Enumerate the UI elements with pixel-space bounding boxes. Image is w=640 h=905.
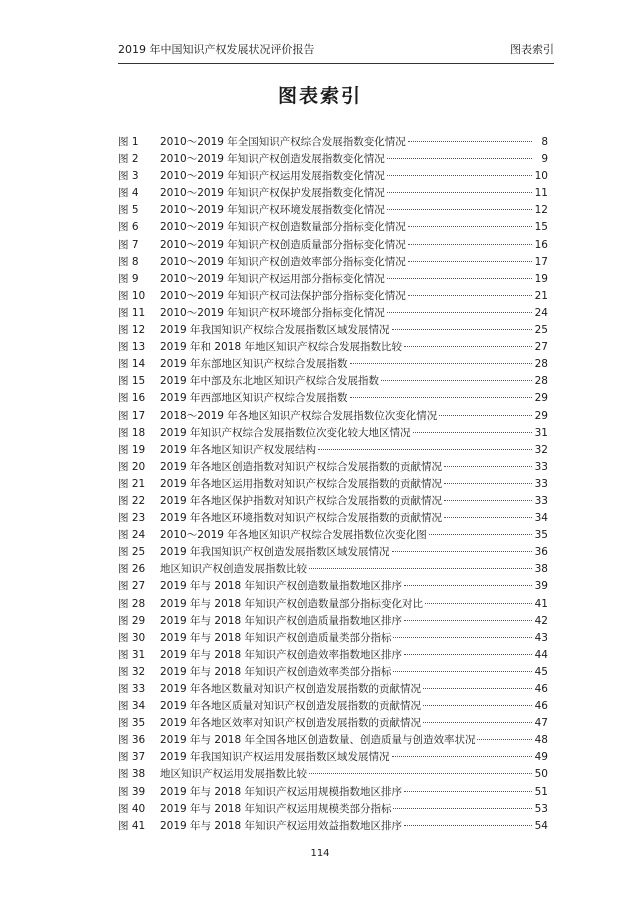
dot-leader (439, 415, 532, 416)
figure-page-number: 38 (534, 563, 548, 576)
figure-caption: 2010～2019 年知识产权司法保护部分指标变化情况 (160, 289, 406, 302)
figure-caption: 地区知识产权创造发展指数比较 (160, 563, 307, 576)
dot-leader (404, 791, 532, 792)
toc-entry[interactable] (118, 356, 548, 373)
figure-caption: 2019 年与 2018 年全国各地区创造数量、创造质量与创造效率状况 (160, 734, 476, 747)
toc-entry[interactable] (118, 647, 548, 664)
figure-page-number: 36 (534, 546, 548, 559)
toc-entry[interactable] (118, 442, 548, 459)
figure-number: 图 2 (118, 153, 139, 166)
figure-number: 图 16 (118, 392, 146, 405)
toc-entry[interactable] (118, 510, 548, 527)
dot-leader (404, 825, 532, 826)
figure-caption: 2010～2019 年知识产权创造数量部分指标变化情况 (160, 221, 406, 234)
figure-number: 图 25 (118, 546, 146, 559)
toc-entry[interactable] (118, 749, 548, 766)
dot-leader (408, 226, 532, 227)
figure-caption: 2019 年和 2018 年地区知识产权综合发展指数比较 (160, 341, 402, 354)
figure-caption: 2019 年与 2018 年知识产权运用效益指数地区排序 (160, 819, 402, 832)
figure-caption: 2019 年各地区效率对知识产权创造发展指数的贡献情况 (160, 717, 422, 730)
running-header (118, 40, 554, 60)
figure-caption: 2019 年与 2018 年知识产权运用规模指数地区排序 (160, 785, 402, 798)
figure-caption: 2019 年各地区数量对知识产权创造发展指数的贡献情况 (160, 683, 422, 695)
toc-entry[interactable] (118, 408, 548, 425)
figure-caption: 2010～2019 年知识产权创造效率部分指标变化情况 (160, 255, 406, 268)
dot-leader (404, 654, 532, 655)
figure-caption: 2019 年与 2018 年知识产权创造质量类部分指标 (160, 631, 392, 644)
toc-entry[interactable] (118, 801, 548, 818)
figure-page-number: 15 (534, 221, 548, 234)
figure-caption: 2019 年我国知识产权运用发展指数区域发展情况 (160, 751, 390, 764)
header-divider (118, 63, 554, 64)
figure-number: 图 41 (118, 819, 146, 832)
toc-entry[interactable] (118, 373, 548, 390)
figure-number: 图 37 (118, 751, 146, 764)
dot-leader (350, 397, 532, 398)
figure-page-number: 8 (541, 136, 548, 148)
figure-caption: 2018～2019 年各地区知识产权综合发展指数位次变化情况 (160, 409, 438, 422)
toc-entry[interactable] (118, 630, 548, 647)
figure-caption: 2010～2019 年知识产权运用发展指数变化情况 (160, 170, 385, 183)
toc-entry[interactable] (118, 766, 548, 783)
figure-page-number: 11 (534, 187, 548, 200)
figure-number: 图 22 (118, 494, 146, 507)
page-number: 114 (310, 848, 330, 859)
figure-page-number: 10 (534, 170, 548, 183)
figure-page-number: 33 (534, 477, 548, 490)
figure-number: 图 6 (118, 221, 139, 234)
figure-number: 图 18 (118, 426, 146, 439)
dot-leader (423, 722, 532, 723)
toc-entry[interactable] (118, 784, 548, 801)
figure-page-number: 46 (534, 700, 548, 713)
figure-number: 图 17 (118, 409, 146, 422)
figure-caption: 2010～2019 年各地区知识产权综合发展指数位次变化图 (160, 529, 427, 542)
dot-leader (309, 773, 532, 774)
dot-leader (404, 585, 532, 586)
figure-caption: 2019 年中部及东北地区知识产权综合发展指数 (160, 375, 380, 388)
dot-leader (387, 278, 532, 279)
figure-caption: 2019 年与 2018 年知识产权运用规模类部分指标 (160, 802, 392, 815)
figure-caption: 2019 年与 2018 年知识产权创造质量指数地区排序 (160, 614, 402, 627)
figure-number: 图 32 (118, 665, 146, 678)
toc-entry[interactable] (118, 322, 548, 339)
dot-leader (408, 295, 532, 296)
figure-page-number: 27 (534, 341, 548, 354)
figure-number: 图 28 (118, 597, 146, 610)
dot-leader (387, 175, 532, 176)
figure-number: 图 40 (118, 802, 146, 815)
figure-caption: 2010～2019 年知识产权运用部分指标变化情况 (160, 272, 385, 285)
toc-entry[interactable] (118, 818, 548, 835)
figure-caption: 2019 年各地区环境指数对知识产权综合发展指数的贡献情况 (160, 512, 443, 525)
dot-leader (425, 603, 532, 604)
figure-caption: 2019 年东部地区知识产权综合发展指数 (160, 358, 348, 371)
dot-leader (309, 568, 532, 569)
figure-caption: 2019 年与 2018 年知识产权创造效率类部分指标 (160, 665, 392, 678)
figure-caption: 2019 年与 2018 年知识产权创造数量指数地区排序 (160, 580, 402, 593)
figure-page-number: 9 (541, 153, 548, 166)
dot-leader (429, 534, 532, 535)
figure-caption: 2019 年各地区知识产权发展结构 (160, 443, 317, 456)
figure-page-number: 28 (534, 358, 548, 371)
figure-page-number: 42 (534, 614, 548, 627)
toc-entry[interactable] (118, 578, 548, 595)
toc-entry[interactable] (118, 134, 548, 151)
figure-page-number: 51 (534, 785, 548, 798)
toc-entry[interactable] (118, 237, 548, 254)
figure-page-number: 32 (534, 443, 548, 456)
figure-number: 图 36 (118, 734, 146, 747)
figure-page-number: 49 (534, 751, 548, 764)
toc-entry[interactable] (118, 202, 548, 219)
toc-entry[interactable] (118, 288, 548, 305)
figure-number: 图 5 (118, 204, 139, 217)
figure-page-number: 21 (534, 289, 548, 302)
figure-number: 图 9 (118, 272, 139, 285)
figure-page-number: 29 (534, 392, 548, 405)
dot-leader (392, 551, 532, 552)
figure-number: 图 14 (118, 358, 146, 371)
dot-leader (393, 671, 532, 672)
figure-number: 图 10 (118, 289, 146, 302)
figure-number: 图 30 (118, 631, 146, 644)
figure-page-number: 25 (534, 324, 548, 337)
figure-number: 图 20 (118, 460, 146, 473)
figure-number: 图 1 (118, 136, 139, 148)
toc-entry[interactable] (118, 219, 548, 236)
figure-caption: 2010～2019 年知识产权创造发展指数变化情况 (160, 153, 385, 166)
dot-leader (444, 466, 532, 467)
figure-caption: 2010～2019 年全国知识产权综合发展指数变化情况 (160, 136, 406, 148)
figure-caption: 2019 年各地区质量对知识产权创造发展指数的贡献情况 (160, 700, 422, 713)
figure-page-number: 17 (534, 255, 548, 268)
figure-number: 图 27 (118, 580, 146, 593)
figure-page-number: 53 (534, 802, 548, 815)
toc-entry[interactable] (118, 254, 548, 271)
dot-leader (318, 449, 532, 450)
dot-leader (444, 517, 532, 518)
toc-entry[interactable] (118, 185, 548, 202)
figure-caption: 2010～2019 年知识产权环境发展指数变化情况 (160, 204, 385, 217)
toc-entry[interactable] (118, 151, 548, 168)
figure-page-number: 28 (534, 375, 548, 388)
figure-caption: 地区知识产权运用发展指数比较 (160, 768, 307, 781)
dot-leader (423, 705, 532, 706)
figure-page-number: 33 (534, 494, 548, 507)
figure-index-list (118, 134, 548, 835)
header-report-title: 2019 年中国知识产权发展状况评价报告 (118, 43, 315, 56)
figure-caption: 2019 年我国知识产权创造发展指数区域发展情况 (160, 546, 390, 559)
dot-leader (387, 158, 532, 159)
figure-number: 图 34 (118, 700, 146, 713)
dot-leader (393, 808, 532, 809)
figure-page-number: 41 (534, 597, 548, 610)
figure-number: 图 39 (118, 785, 146, 798)
dot-leader (404, 620, 532, 621)
dot-leader (387, 192, 532, 193)
toc-entry[interactable] (118, 698, 548, 715)
dot-leader (408, 244, 532, 245)
figure-page-number: 50 (534, 768, 548, 781)
toc-entry[interactable] (118, 459, 548, 476)
dot-leader (444, 483, 532, 484)
dot-leader (477, 739, 532, 740)
toc-entry[interactable] (118, 493, 548, 510)
toc-entry[interactable] (118, 664, 548, 681)
figure-number: 图 19 (118, 443, 146, 456)
figure-caption: 2019 年与 2018 年知识产权创造数量部分指标变化对比 (160, 597, 423, 610)
toc-entry[interactable] (118, 544, 548, 561)
figure-caption: 2019 年知识产权综合发展指数位次变化较大地区情况 (160, 426, 411, 439)
toc-entry[interactable] (118, 476, 548, 493)
figure-page-number: 24 (534, 306, 548, 319)
figure-number: 图 4 (118, 187, 139, 200)
figure-number: 图 24 (118, 529, 146, 542)
toc-entry[interactable] (118, 271, 548, 288)
dot-leader (408, 141, 532, 142)
dot-leader (387, 209, 532, 210)
toc-entry[interactable] (118, 168, 548, 185)
toc-entry[interactable] (118, 305, 548, 322)
figure-number: 图 7 (118, 238, 139, 251)
figure-number: 图 8 (118, 255, 139, 268)
figure-page-number: 12 (534, 204, 548, 217)
toc-entry[interactable] (118, 390, 548, 407)
figure-page-number: 35 (534, 529, 548, 542)
dot-leader (408, 261, 532, 262)
figure-page-number: 34 (534, 512, 548, 525)
toc-entry[interactable] (118, 561, 548, 578)
figure-number: 图 26 (118, 563, 146, 576)
figure-number: 图 11 (118, 306, 146, 319)
dot-leader (392, 329, 532, 330)
figure-number: 图 23 (118, 512, 146, 525)
dot-leader (392, 756, 532, 757)
figure-caption: 2010～2019 年知识产权创造质量部分指标变化情况 (160, 238, 406, 251)
figure-number: 图 15 (118, 375, 146, 388)
figure-caption: 2010～2019 年知识产权环境部分指标变化情况 (160, 306, 385, 319)
figure-page-number: 46 (534, 683, 548, 695)
toc-entry[interactable] (118, 732, 548, 749)
figure-number: 图 38 (118, 768, 146, 781)
figure-number: 图 21 (118, 477, 146, 490)
figure-number: 图 12 (118, 324, 146, 337)
figure-page-number: 29 (534, 409, 548, 422)
figure-page-number: 47 (534, 717, 548, 730)
toc-entry[interactable] (118, 339, 548, 356)
figure-number: 图 3 (118, 170, 139, 183)
figure-caption: 2019 年各地区运用指数对知识产权综合发展指数的贡献情况 (160, 477, 443, 490)
figure-number: 图 31 (118, 648, 146, 661)
figure-page-number: 54 (534, 819, 548, 832)
figure-page-number: 48 (534, 734, 548, 747)
figure-page-number: 39 (534, 580, 548, 593)
dot-leader (393, 637, 532, 638)
figure-number: 图 35 (118, 717, 146, 730)
toc-entry[interactable] (118, 527, 548, 544)
dot-leader (350, 363, 532, 364)
figure-number: 图 13 (118, 341, 146, 354)
figure-page-number: 45 (534, 665, 548, 678)
figure-page-number: 44 (534, 648, 548, 661)
dot-leader (381, 380, 532, 381)
dot-leader (444, 500, 532, 501)
toc-entry[interactable] (118, 596, 548, 613)
toc-entry[interactable] (118, 715, 548, 732)
dot-leader (404, 346, 532, 347)
figure-page-number: 33 (534, 460, 548, 473)
figure-caption: 2010～2019 年知识产权保护发展指数变化情况 (160, 187, 385, 200)
figure-caption: 2019 年各地区保护指数对知识产权综合发展指数的贡献情况 (160, 494, 443, 507)
toc-entry[interactable] (118, 681, 548, 698)
dot-leader (423, 688, 532, 689)
figure-number: 图 29 (118, 614, 146, 627)
figure-caption: 2019 年与 2018 年知识产权创造效率指数地区排序 (160, 648, 402, 661)
figure-page-number: 31 (534, 426, 548, 439)
figure-page-number: 16 (534, 238, 548, 251)
dot-leader (387, 312, 532, 313)
figure-caption: 2019 年我国知识产权综合发展指数区域发展情况 (160, 324, 390, 337)
dot-leader (413, 432, 532, 433)
figure-number: 图 33 (118, 683, 146, 695)
page-title: 图表索引 (277, 85, 362, 107)
header-section-name: 图表索引 (510, 43, 554, 56)
figure-caption: 2019 年各地区创造指数对知识产权综合发展指数的贡献情况 (160, 460, 443, 473)
toc-entry[interactable] (118, 425, 548, 442)
figure-page-number: 43 (534, 631, 548, 644)
toc-entry[interactable] (118, 613, 548, 630)
figure-caption: 2019 年西部地区知识产权综合发展指数 (160, 392, 348, 405)
figure-page-number: 19 (534, 272, 548, 285)
